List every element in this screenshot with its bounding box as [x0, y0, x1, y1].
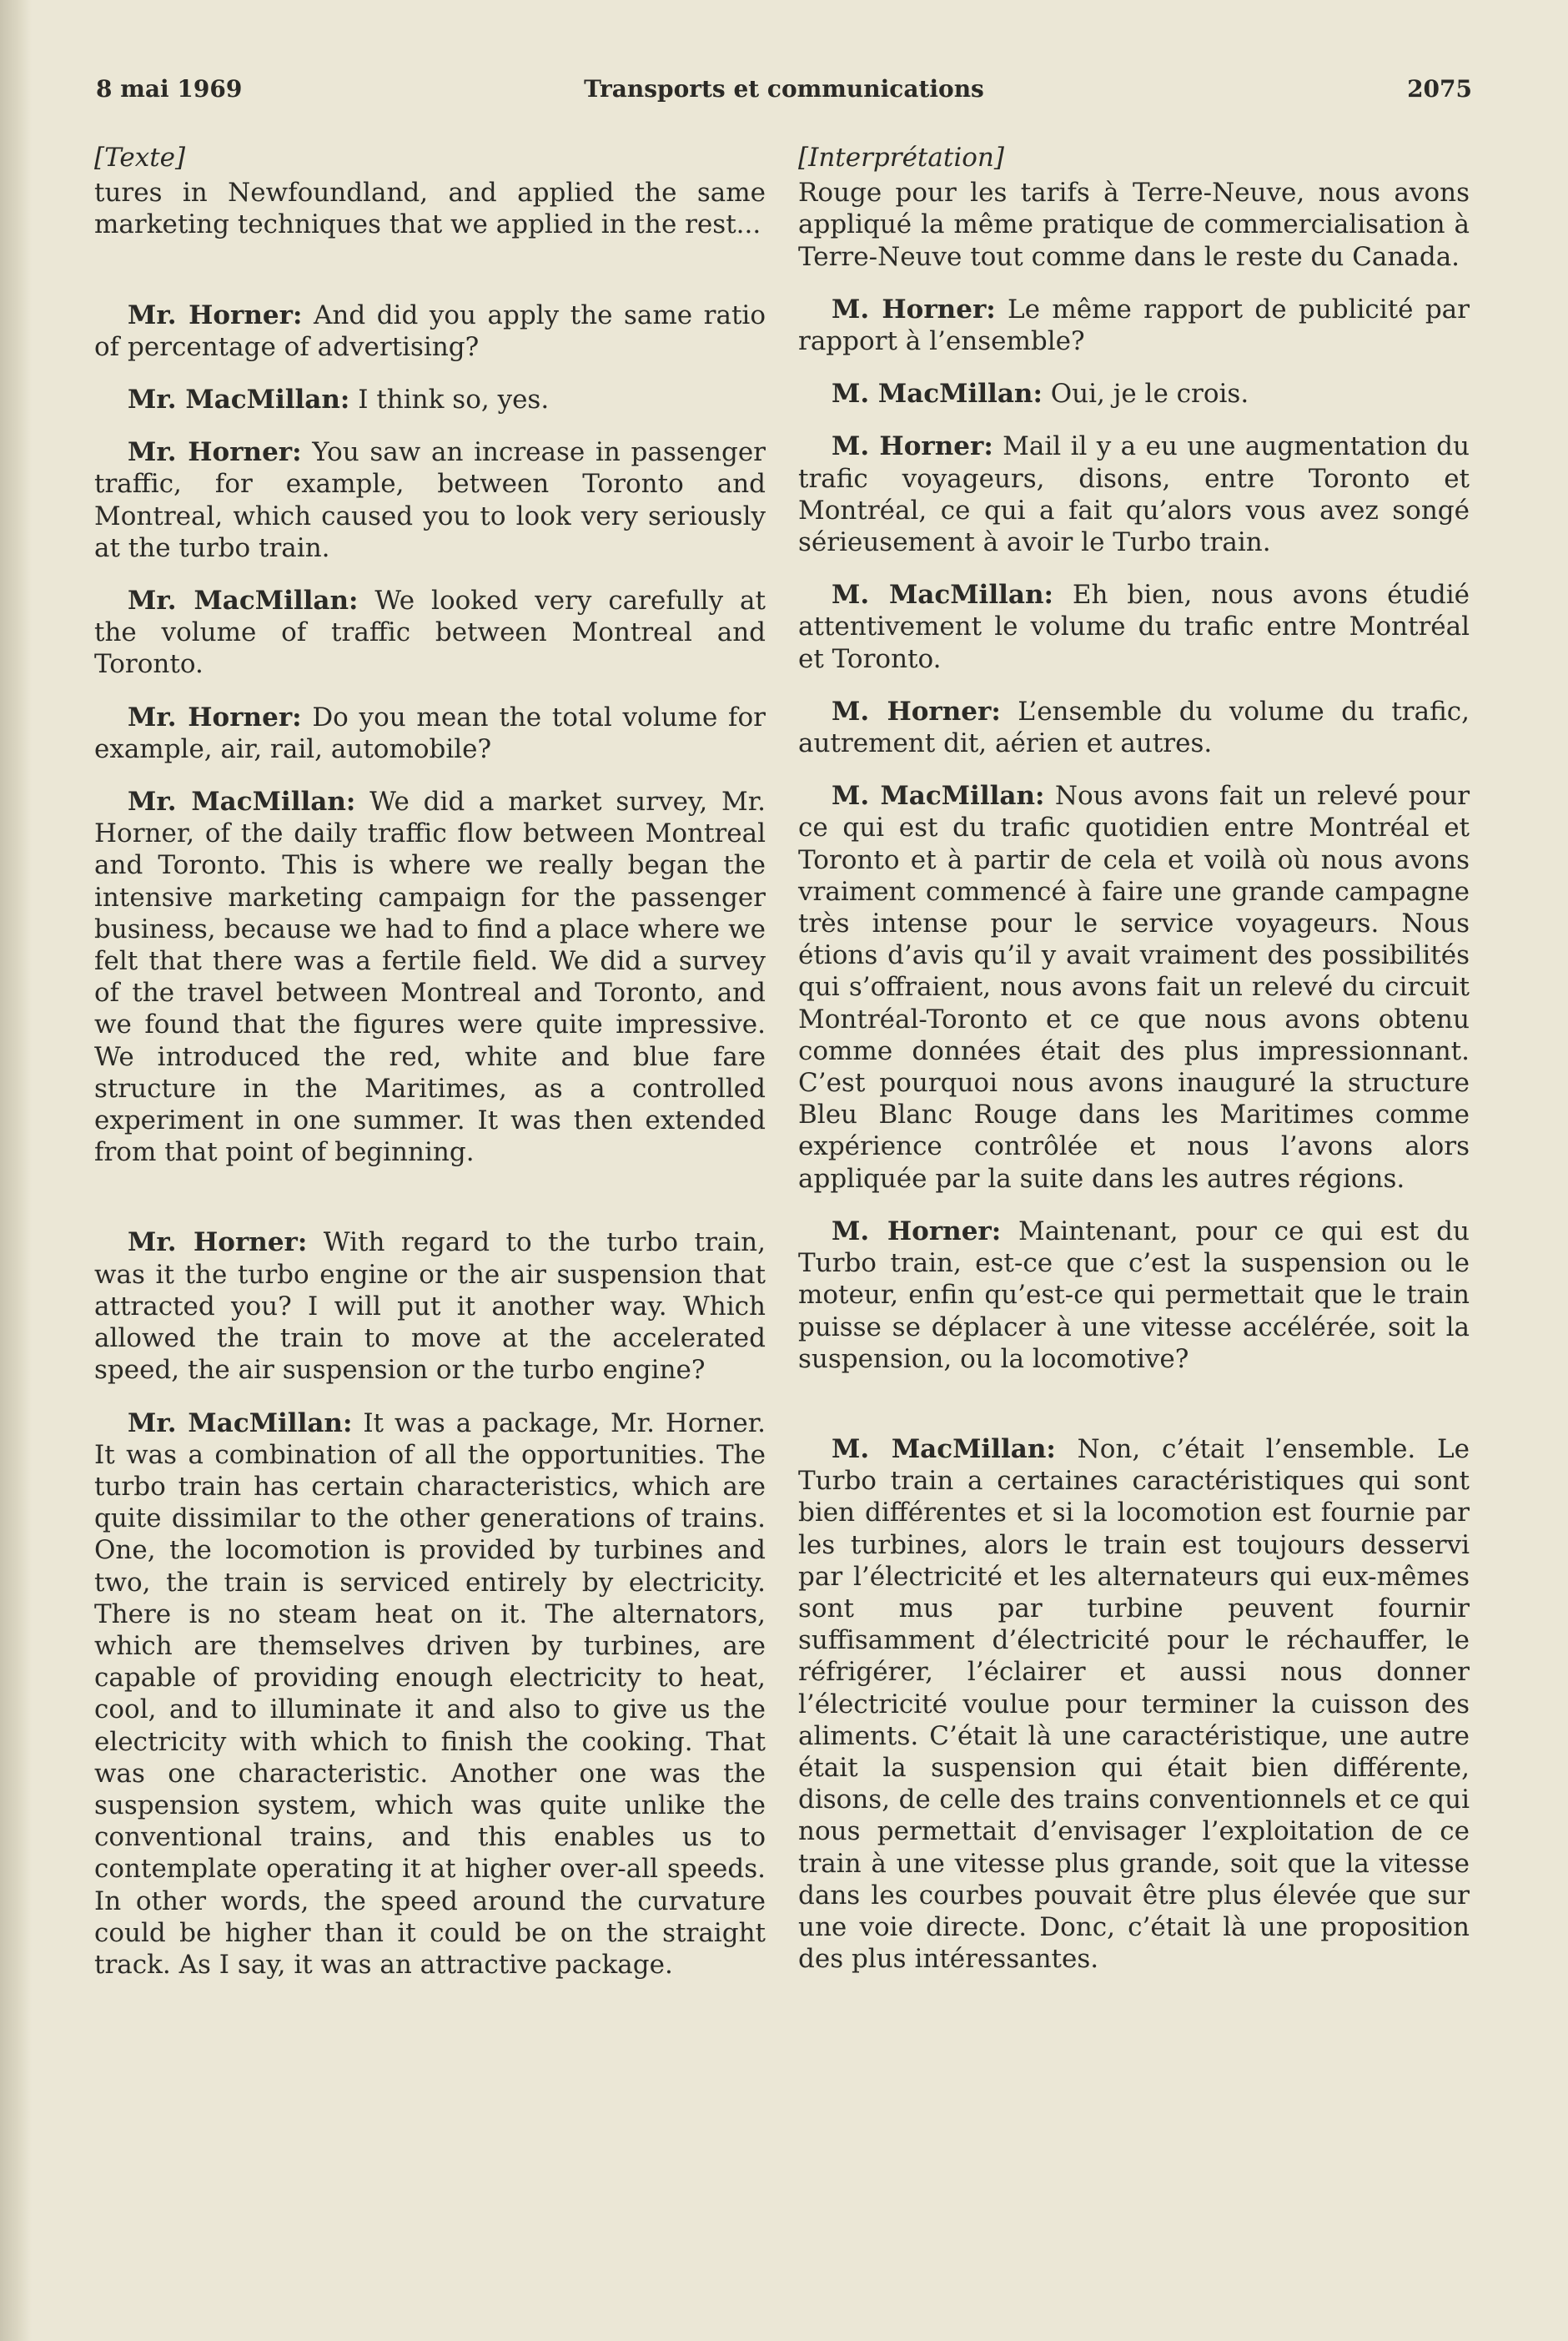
header-title: Transports et communications: [584, 75, 984, 103]
continued-paragraph: tures in Newfoundland, and applied the same marketing techniques that we applied in the rest...: [94, 178, 766, 240]
speaker-name: Mr. MacMillan:: [128, 787, 356, 818]
speaker-name: M. MacMillan:: [832, 1433, 1056, 1464]
speaker-name: Mr. Horner:: [128, 702, 302, 733]
french-column: [798, 142, 1470, 1975]
speech-paragraph: [798, 780, 1470, 1195]
speech-paragraph: [94, 1226, 766, 1386]
speaker-name: Mr. Horner:: [128, 437, 302, 468]
speech-paragraph: [94, 786, 766, 1168]
speaker-name: M. MacMillan:: [832, 781, 1045, 812]
column-label-interpretation: [Interprétation]: [798, 143, 1004, 173]
speech-text: Mail il y a eu une augmentation du trafic voyageurs, disons, entre Toronto et Montréal, ce qui a fait qu’alors vous avez songé sérieusement à avoir le Turbo train.: [798, 431, 1470, 558]
speech-paragraph: [94, 702, 766, 765]
speech-paragraph: [94, 436, 766, 564]
english-column: [94, 142, 766, 1981]
speaker-name: M. MacMillan:: [832, 580, 1053, 611]
speech-text: With regard to the turbo train, was it the turbo engine or the air suspension that attracted you? I will put it another way. Which allowed the train to move at the accelerated speed, the air suspension or the turbo engine?: [94, 1227, 766, 1386]
speech-paragraph: [798, 1433, 1470, 1975]
speech-text: Nous avons fait un relevé pour ce qui est du trafic quotidien entre Montréal et Toronto et à partir de cela et voilà où nous avons vraiment commencé à faire une grande campagne très intense pour le service voyageurs. Nous étions d’avis qu’il y avait vraiment des possibilités qui s’offraient, nous avons fait un relevé du circuit Montréal-Toronto et ce que nous avons obtenu comme données était des plus impressionnant. C’est pourquoi nous avons inauguré la structure Bleu Blanc Rouge dans les Maritimes comme expérience contrôlée et nous l’avons alors appliquée par la suite dans les autres régions.: [798, 781, 1470, 1194]
page-header: [96, 75, 1472, 108]
speech-text: Le même rapport de publicité par rapport à l’ensemble?: [798, 294, 1470, 357]
speech-text: Oui, je le crois.: [1042, 379, 1249, 410]
speaker-name: M. Horner:: [832, 431, 993, 462]
speech-text: You saw an increase in passenger traffic, for example, between Toronto and Montreal, which caused you to look very seriously at the turbo train.: [94, 437, 766, 563]
book-spine-shadow: [0, 0, 32, 2341]
header-date: 8 mai 1969: [96, 75, 243, 103]
speech-text: Maintenant, pour ce qui est du Turbo train, est-ce que c’est la suspension ou le moteur, enfin qu’est-ce qui permettait que le train puisse se déplacer à une vitesse accélérée, soit la suspension, ou la locomotive?: [798, 1216, 1470, 1374]
speech-paragraph: [798, 696, 1470, 759]
speaker-name: Mr. MacMillan:: [128, 385, 350, 415]
speech-paragraph: [798, 579, 1470, 675]
speaker-name: Mr. Horner:: [128, 1227, 308, 1258]
speaker-name: Mr. MacMillan:: [128, 1407, 353, 1438]
speech-paragraph: [798, 378, 1470, 410]
speaker-name: M. Horner:: [832, 696, 1001, 727]
speech-paragraph: [94, 300, 766, 363]
speech-text: L’ensemble du volume du trafic, autrement dit, aérien et autres.: [798, 696, 1470, 759]
speaker-name: M. MacMillan:: [832, 379, 1043, 410]
speech-paragraph: [798, 294, 1470, 357]
speech-text: Non, c’était l’ensemble. Le Turbo train a certaines caractéristiques qui sont bien différentes et si la locomotion est fournie par les turbines, alors le train est toujours desservi par l’électricité et les alternateurs qui eux-mêmes sont mus par turbine peuvent fournir suffisamment d’électricité pour le réchauffer, le réfrigérer, l’éclairer et aussi nous donner l’électricité voulue pour terminer la cuisson des aliments. C’était là une caractéristique, une autre était la suspension qui était bien différente, disons, de celle des trains conventionnels et ce qui nous permettait d’envisager l’exploitation de ce train à une vitesse plus grande, soit que la vitesse dans les courbes pouvait être plus élevée que sur une voie directe. Donc, c’était là une proposition des plus intéressantes.: [798, 1433, 1470, 1975]
speech-paragraph: [94, 384, 766, 415]
speech-text: I think so, yes.: [349, 385, 550, 415]
speech-text: Eh bien, nous avons étudié attentivement le volume du trafic entre Montréal et Toronto.: [798, 580, 1470, 674]
continued-paragraph: Rouge pour les tarifs à Terre-Neuve, nous avons appliqué la même pratique de commercialisation à Terre-Neuve tout comme dans le reste du Canada.: [798, 178, 1470, 272]
page-number: 2075: [1407, 75, 1472, 103]
speech-paragraph: [94, 585, 766, 681]
speech-text: It was a package, Mr. Horner. It was a combination of all the opportunities. The turbo train has certain characteristics, which are quite dissimilar to the other generations of trains. One, the locomotion is provided by turbines and two, the train is serviced entirely by electricity. There is no steam heat on it. The alternators, which are themselves driven by turbines, are capable of providing enough electricity to heat, cool, and to illuminate it and also to give us the electricity with which to finish the cooking. That was one characteristic. Another one was the suspension system, which was quite unlike the conventional trains, and this enables us to contemplate operating it at higher over-all speeds. In other words, the speed around the curvature could be higher than it could be on the straight track. As I say, it was an attractive package.: [94, 1407, 766, 1980]
speaker-name: M. Horner:: [832, 1216, 1002, 1246]
speech-text: We did a market survey, Mr. Horner, of the daily traffic flow between Montreal and Toronto. This is where we really began the intensive marketing campaign for the passenger business, because we had to find a place where we felt that there was a fertile field. We did a survey of the travel between Montreal and Toronto, and we found that the figures were quite impressive. We introduced the red, white and blue fare structure in the Maritimes, as a controlled experiment in one summer. It was then extended from that point of beginning.: [94, 787, 766, 1168]
speech-paragraph: [798, 1216, 1470, 1375]
speech-paragraph: [94, 1407, 766, 1981]
speaker-name: Mr. MacMillan:: [128, 586, 359, 617]
speech-paragraph: [798, 430, 1470, 558]
speech-text: And did you apply the same ratio of percentage of advertising?: [94, 300, 766, 362]
speech-text: We looked very carefully at the volume of traffic between Montreal and Toronto.: [94, 586, 766, 680]
column-label-texte: [Texte]: [94, 143, 186, 173]
speaker-name: M. Horner:: [832, 294, 996, 325]
speaker-name: Mr. Horner:: [128, 300, 303, 330]
speech-text: Do you mean the total volume for example, air, rail, automobile?: [94, 702, 766, 764]
